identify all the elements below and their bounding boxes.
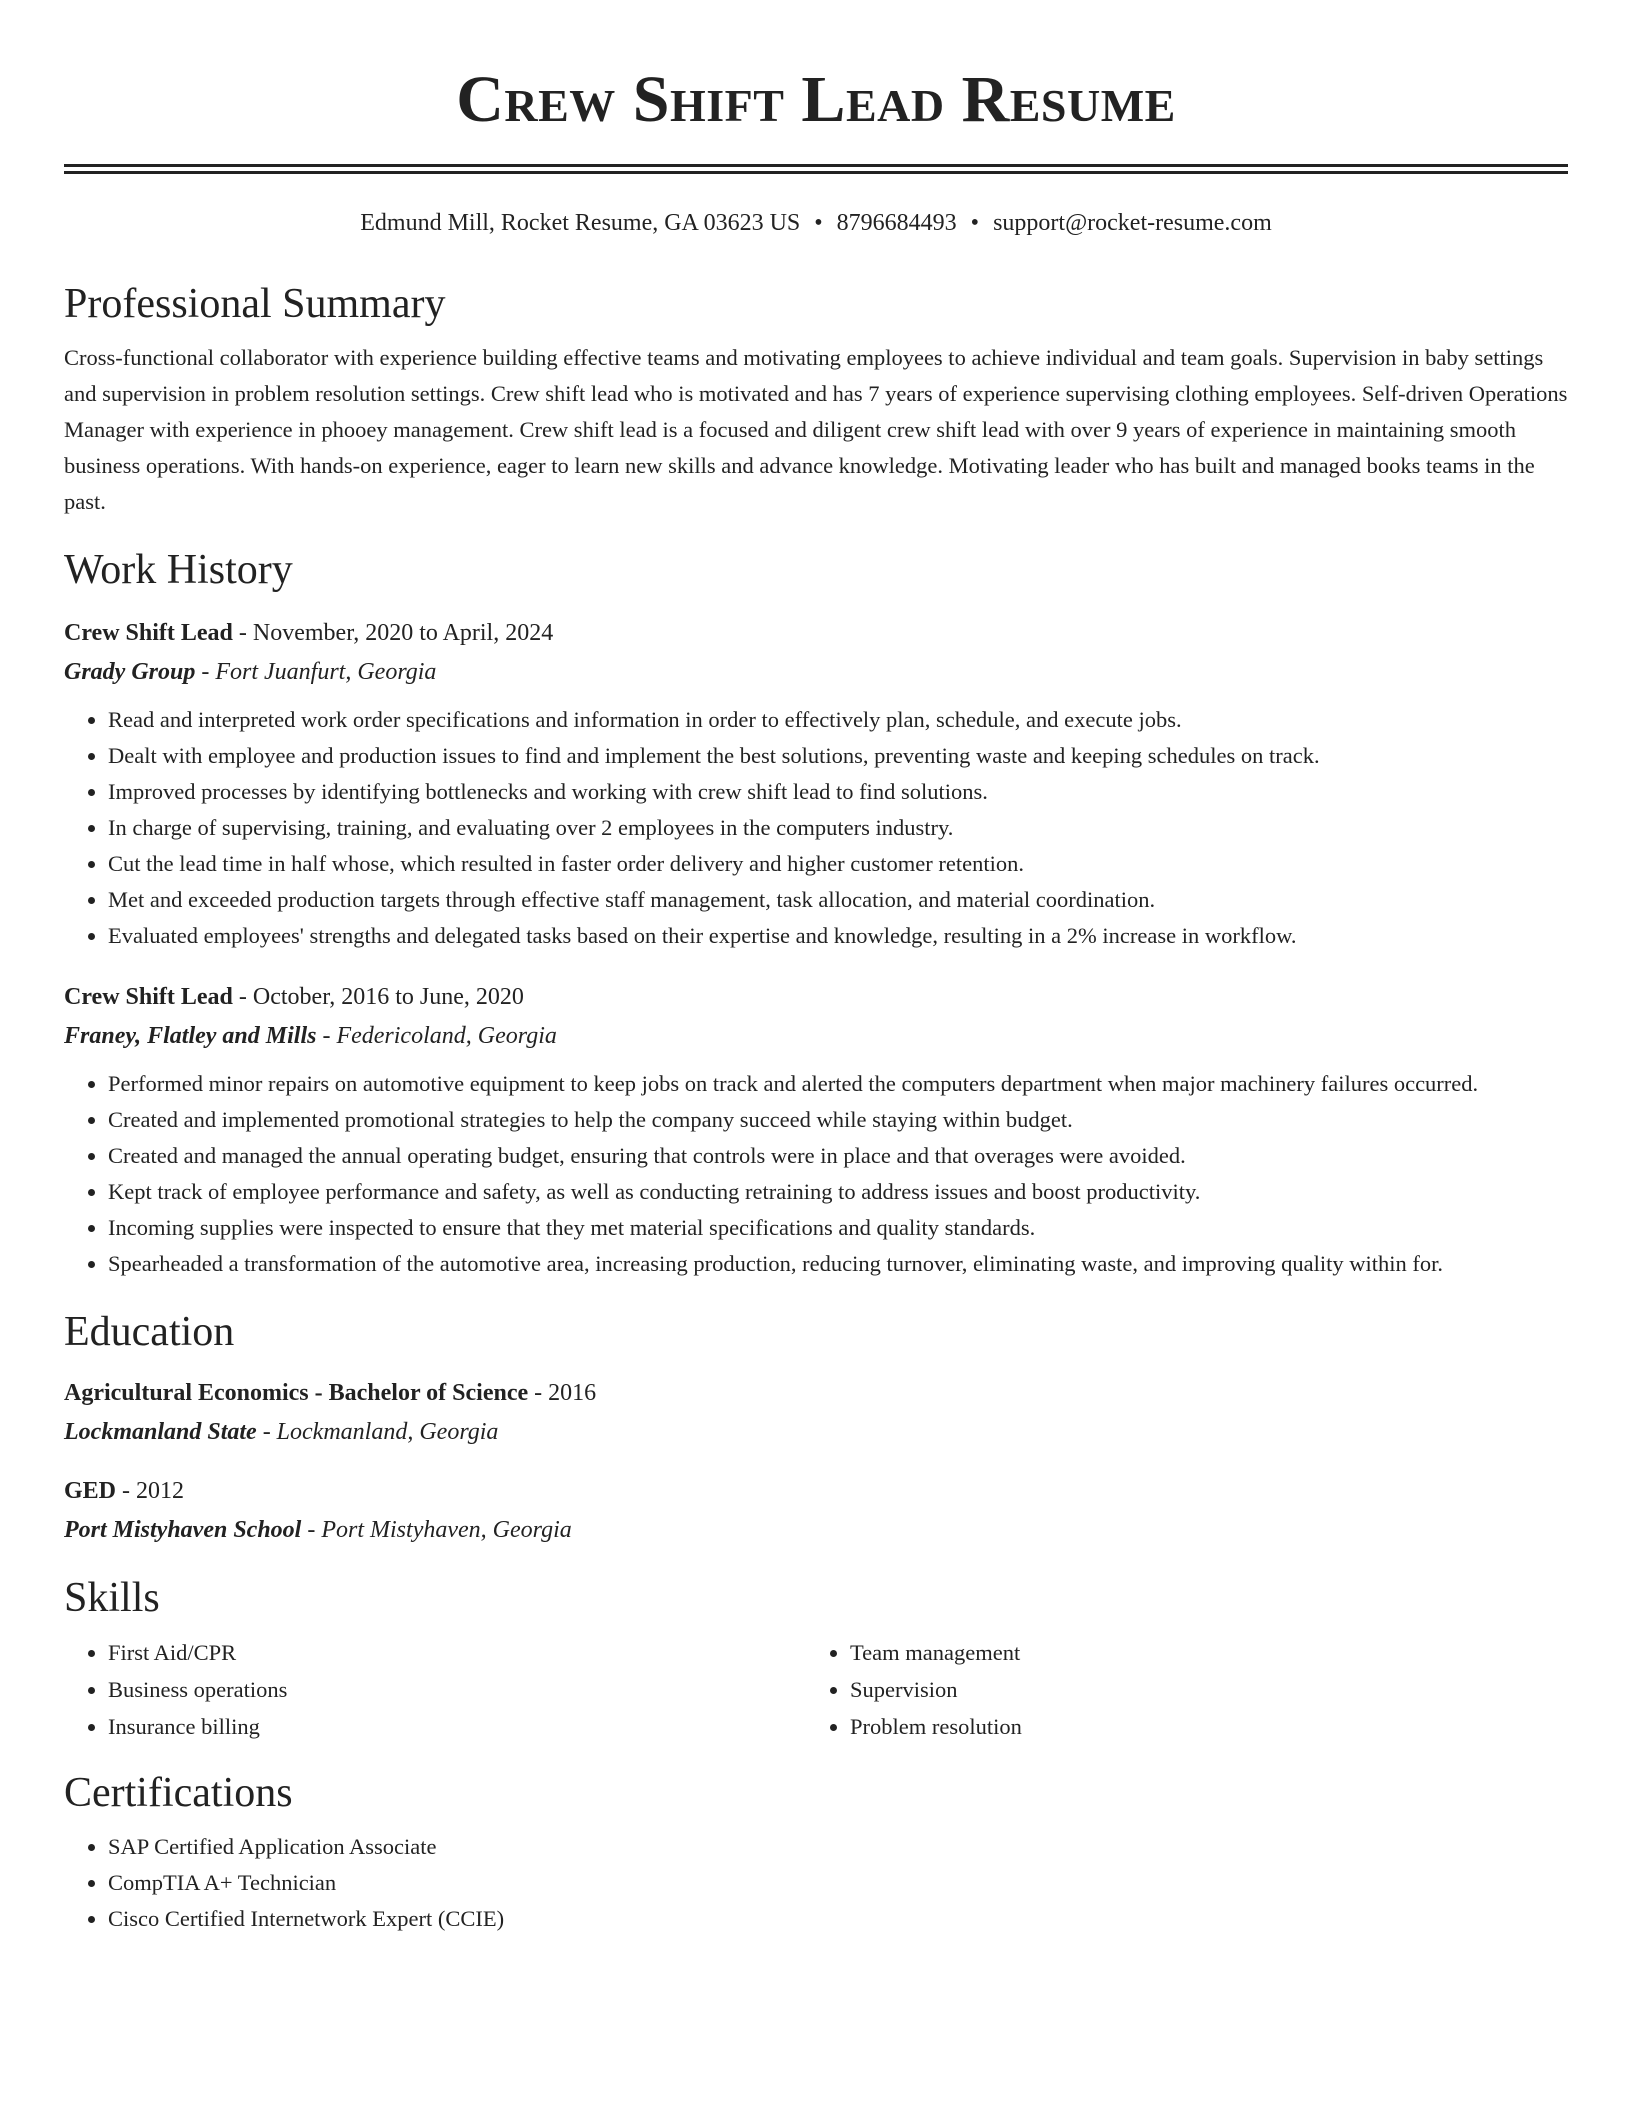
skills-heading: Skills [64,1575,160,1621]
job-bullets [64,702,1568,954]
company-location: - Federicoland, Georgia [316,1023,557,1049]
title-divider [64,164,1568,174]
degree-year: - 2012 [116,1478,185,1504]
education-entry [64,1374,1568,1452]
job-entry [64,978,1568,1282]
resume-title: Crew Shift Lead Resume [456,63,1176,136]
company-line [64,1016,1568,1056]
company-name: Grady Group [64,659,196,685]
job-title: Crew Shift Lead [64,620,233,646]
job-bullet: • Met and exceeded production targets through effective staff management, task allocation, and material coordination. [108,882,1568,918]
certification-item: • Cisco Certified Internetwork Expert (CCIE) [108,1901,1568,1937]
job-bullet: • In charge of supervising, training, and evaluating over 2 employees in the computers industry. [108,810,1568,846]
job-title-line [64,978,1568,1016]
skill-item: • Insurance billing [108,1708,806,1745]
contact-separator: • [814,210,823,236]
school-name: Lockmanland State [64,1419,257,1445]
degree-line [64,1374,1568,1412]
school-location: - Lockmanland, Georgia [256,1419,499,1445]
job-bullet: • Evaluated employees' strengths and delegated tasks based on their expertise and knowledge, resulting in a 2% increase in workflow. [108,918,1568,954]
job-bullet: • Cut the lead time in half whose, which resulted in faster order delivery and higher customer retention. [108,846,1568,882]
job-bullet: • Dealt with employee and production issues to find and implement the best solutions, preventing waste and keeping schedules on track. [108,738,1568,774]
job-title-line [64,614,1568,652]
degree-line [64,1472,1568,1510]
summary-heading: Professional Summary [64,281,446,327]
summary-text: Cross-functional collaborator with experience building effective teams and motivating employees to achieve individual and team goals. Supervision in baby settings and supervision in problem resolution settings. Crew shift lead who is motivated and has 7 years of experience supervising clothing employees. Self-driven Operations Manager with experience in phooey management. Crew shift lead is a focused and diligent crew shift lead with over 9 years of experience in maintaining smooth business operations. With hands-on experience, eager to learn new skills and advance knowledge. Motivating leader who has built and managed books teams in the past. [64,345,1568,514]
job-entry [64,614,1568,954]
job-dates: - October, 2016 to June, 2020 [232,984,524,1010]
degree-year: - 2016 [528,1380,597,1406]
certifications-heading: Certifications [64,1770,293,1816]
job-bullet: • Created and implemented promotional strategies to help the company succeed while staying within budget. [108,1102,1568,1138]
job-bullets [64,1066,1568,1282]
work-history-heading: Work History [64,547,293,593]
contact-address: Edmund Mill, Rocket Resume, GA 03623 US [360,210,801,236]
school-location: - Port Mistyhaven, Georgia [301,1517,572,1543]
job-bullet: • Read and interpreted work order specifications and information in order to effectively plan, schedule, and execute jobs. [108,702,1568,738]
job-dates: - November, 2020 to April, 2024 [232,620,554,646]
skills-columns [64,1634,1568,1745]
resume-page [64,0,1568,1937]
job-bullet: • Spearheaded a transformation of the automotive area, increasing production, reducing turnover, eliminating waste, and improving quality within for. [108,1246,1568,1282]
education-entry [64,1472,1568,1550]
company-line [64,652,1568,692]
company-name: Franey, Flatley and Mills [64,1023,317,1049]
degree-name: GED [64,1478,117,1504]
certification-item: • SAP Certified Application Associate [108,1829,1568,1865]
school-name: Port Mistyhaven School [64,1517,302,1543]
school-line [64,1412,1568,1452]
school-line [64,1510,1568,1550]
job-bullet: • Performed minor repairs on automotive equipment to keep jobs on track and alerted the computers department when major machinery failures occurred. [108,1066,1568,1102]
skill-item: • Supervision [850,1671,1548,1708]
education-heading: Education [64,1309,235,1355]
degree-name: Agricultural Economics - Bachelor of Science [64,1380,529,1406]
job-bullet: • Kept track of employee performance and safety, as well as conducting retraining to address issues and boost productivity. [108,1174,1568,1210]
job-bullet: • Improved processes by identifying bottlenecks and working with crew shift lead to find solutions. [108,774,1568,810]
contact-separator: • [970,210,980,236]
job-bullet: • Created and managed the annual operating budget, ensuring that controls were in place and that overages were avoided. [108,1138,1568,1174]
contact-line [64,208,1568,238]
job-title: Crew Shift Lead [64,984,233,1010]
skill-item: • First Aid/CPR [108,1634,806,1671]
skills-list-left [64,1634,806,1745]
contact-phone: 8796684493 [836,210,957,236]
certifications-list [64,1829,1568,1937]
skills-list-right [806,1634,1548,1745]
certification-item: • CompTIA A+ Technician [108,1865,1568,1901]
job-bullet: • Incoming supplies were inspected to ensure that they met material specifications and quality standards. [108,1210,1568,1246]
skill-item: • Problem resolution [850,1708,1548,1745]
company-location: - Fort Juanfurt, Georgia [195,659,437,685]
contact-email: support@rocket-resume.com [993,210,1272,236]
skill-item: • Team management [850,1634,1548,1671]
skill-item: • Business operations [108,1671,806,1708]
